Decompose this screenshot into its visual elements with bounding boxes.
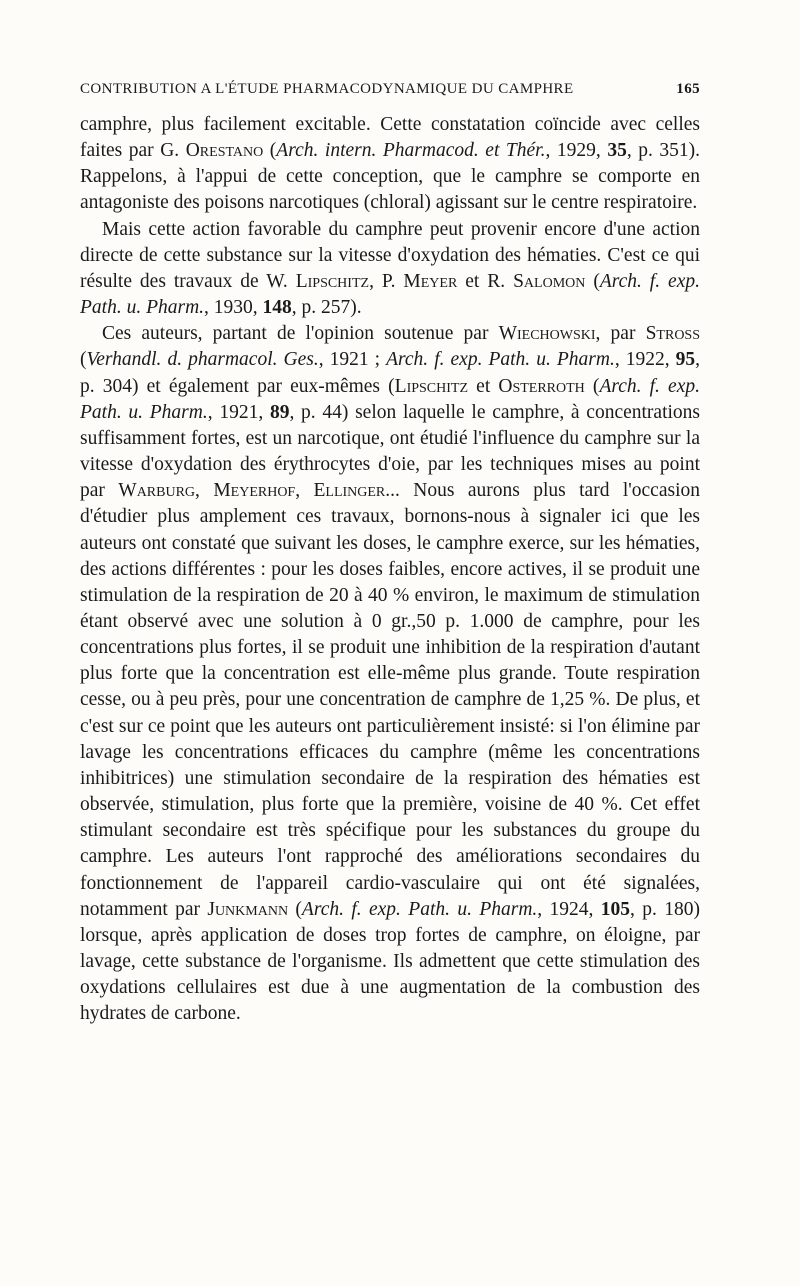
paragraph-3: Ces auteurs, partant de l'opinion soutenue par Wiechowski, par Stross (Verhandl. d. pharmacol. Ges., 1921 ; Arch. f. exp. Path. u. Pharm., 1922, 95, p. 304) et également par eux-mêmes (Lipschitz et Osterroth (Arch. f. exp. Path. u. Pharm., 1921, 89, p. 44) selon laquelle le camphre, à concentrations suffisamment fortes, est un narcotique, ont étudié l'influence du camphre sur la vitesse d'oxydation des érythrocytes d'oie, par les techniques mises au point par Warburg, Meyerhof, Ellinger... Nous aurons plus tard l'occasion d'étudier plus amplement ces travaux, bornons-nous à signaler ici que les auteurs ont constaté que suivant les doses, le camphre exerce, sur les hématies, des actions différentes : pour les doses faibles, encore actives, il se produit une stimulation de la respiration de 20 à 40 % environ, le maximum de stimulation étant observé avec une solution à 0 gr.,50 p. 1.000 de camphre, pour les concentrations plus fortes, il se produit une inhibition de la respiration d'autant plus forte que la concentration est elle-même plus grande. Toute respiration cesse, ou à peu près, pour une concentration de camphre de 1,25 %. De plus, et c'est sur ce point que les auteurs ont particulièrement insisté: si l'on élimine par lavage les concentrations efficaces du camphre (même les concentrations inhibitrices) une stimulation secondaire de la respiration des hématies est observée, stimulation, plus forte que la première, voisine de 40 %. Cet effet stimulant secondaire est très spécifique pour les substances du groupe du camphre. Les auteurs l'ont rapproché des améliorations secondaires du fonctionnement de l'appareil cardio-vasculaire qui ont été signalées, notamment par Junkmann (Arch. f. exp. Path. u. Pharm., 1924, 105, p. 180) lorsque, après application de doses trop fortes de camphre, on éloigne, par lavage, cette substance de l'organisme. Ils admettent que cette stimulation des oxydations cellulaires est due à une augmentation de la combustion des hydrates de carbone. [80,323,701,1025]
author-name: Lipschitz [295,270,370,292]
paragraph-1: camphre, plus facilement excitable. Cette constatation coïncide avec celles faites par G. Orestano (Arch. intern. Pharmacod. et Thér., 1929, 35, p. 351). Rappelons, à l'appui de cette conception, que le camphre se comporte en antagoniste des poisons narcotiques (chloral) agissant sur le centre respiratoire. [80,114,701,214]
journal-citation: Arch. intern. Pharmacod. et Thér. [276,140,546,162]
author-name: Warburg [118,480,196,502]
page [80,76,700,1027]
paragraph-2: Mais cette action favorable du camphre peut provenir encore d'une action directe de cette substance sur la vitesse d'oxydation des hématies. C'est ce qui résulte des travaux de W. Lipschitz, P. Meyer et R. Salomon (Arch. f. exp. Path. u. Pharm., 1930, 148, p. 257). [80,218,700,319]
author-name: Orestano [185,140,264,162]
author-name: Lipschitz [394,375,469,397]
volume-number: 89 [269,401,290,423]
author-name: Meyer [403,270,458,292]
author-name: Ellinger [313,480,386,502]
author-name: Meyerhof [213,480,296,502]
volume-number: 148 [262,297,292,319]
volume-number: 95 [675,349,696,371]
journal-citation: Arch. f. exp. Path. u. Pharm. [80,270,700,319]
author-name: Wiechowski [498,323,596,345]
journal-citation: Arch. f. exp. Path. u. Pharm. [386,349,615,371]
author-name: Junkmann [207,898,289,920]
page-number: 165 [676,81,700,97]
author-name: Salomon [513,270,586,292]
volume-number: 105 [600,898,631,920]
journal-citation: Verhandl. d. pharmacol. Ges. [86,349,319,371]
journal-citation: Arch. f. exp. Path. u. Pharm. [80,375,700,423]
running-head [80,76,700,102]
author-name: Osterroth [498,375,585,397]
journal-citation: Arch. f. exp. Path. u. Pharm. [301,898,538,920]
volume-number: 35 [607,140,627,162]
author-name: Stross [645,323,700,345]
running-title: CONTRIBUTION A L'ÉTUDE PHARMACODYNAMIQUE DU CAMPHRE [80,81,574,97]
